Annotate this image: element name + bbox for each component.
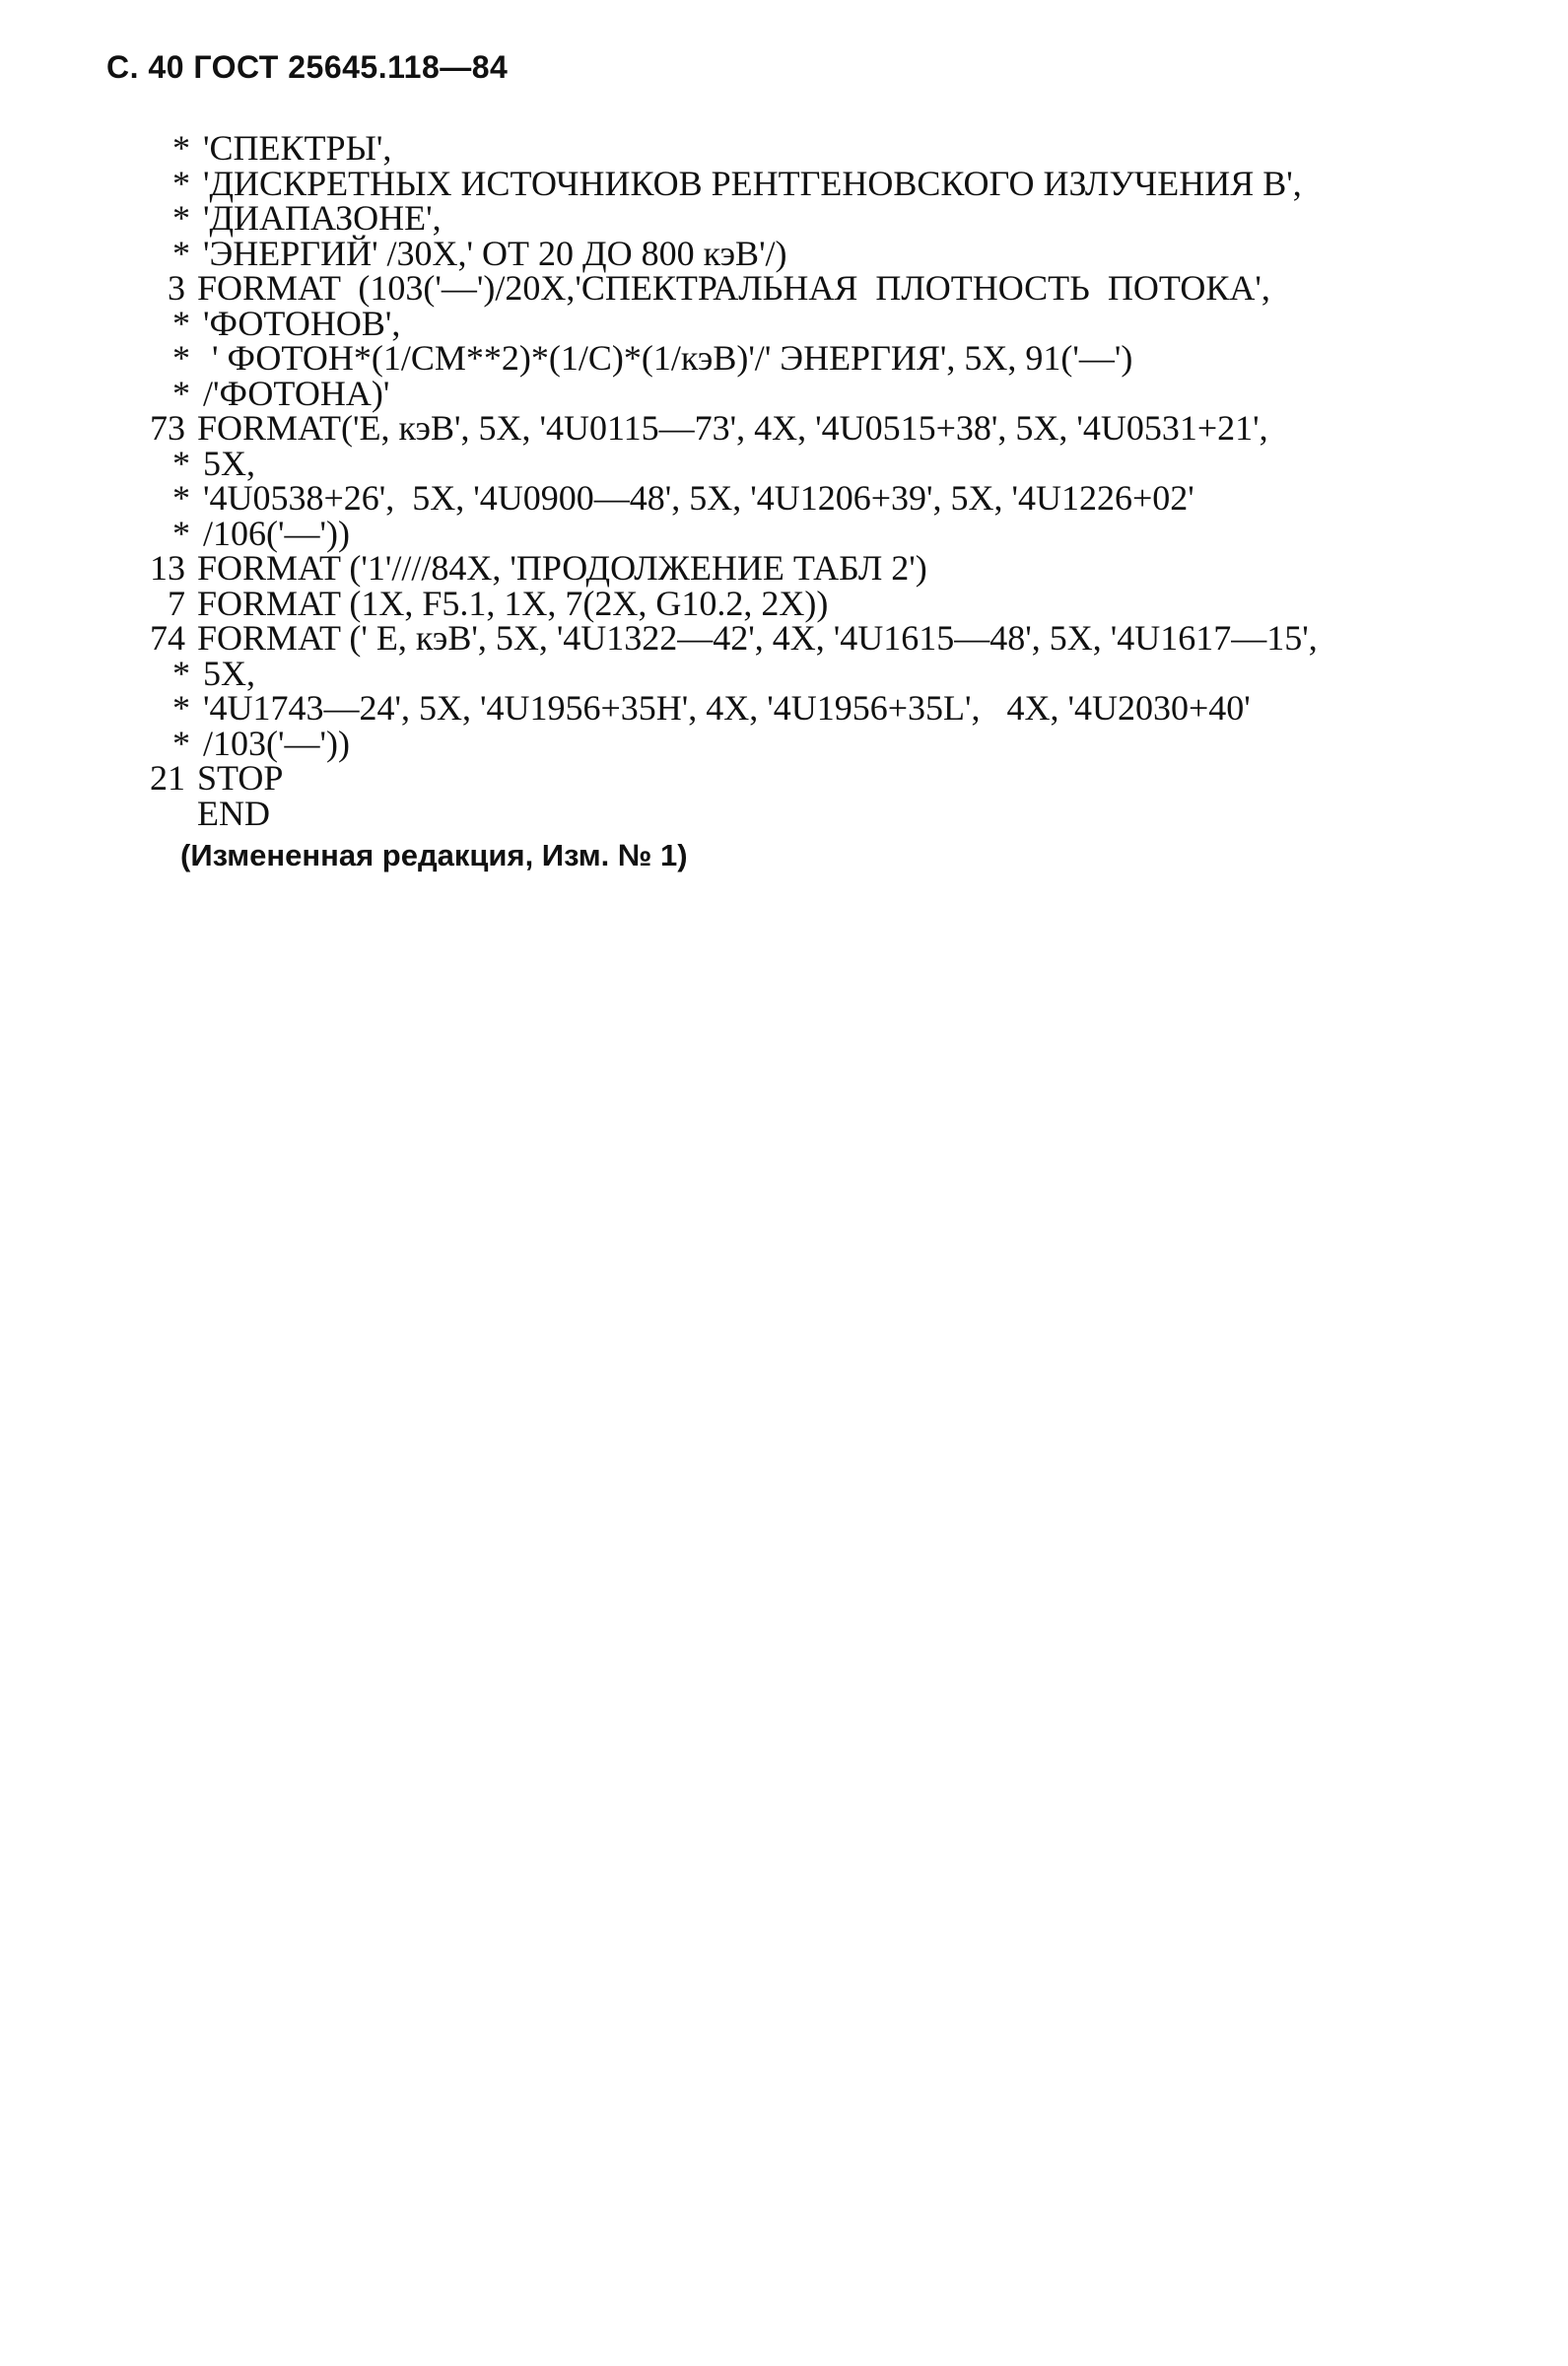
- code-text: FORMAT (1X, F5.1, 1X, 7(2X, G10.2, 2X)): [197, 583, 829, 623]
- code-text: /103('—')): [203, 723, 350, 763]
- page-header: С. 40 ГОСТ 25645.118—84: [106, 49, 509, 85]
- continuation-mark: *: [172, 198, 190, 238]
- continuation-mark: *: [172, 688, 190, 728]
- continuation-mark: *: [172, 128, 190, 168]
- code-text: 'ФОТОНОВ',: [203, 303, 401, 343]
- statement-label: 73: [150, 408, 185, 448]
- code-text: ' ФОТОН*(1/СМ**2)*(1/С)*(1/кэВ)'/' ЭНЕРГИЯ', 5X, 91('—'): [203, 338, 1133, 378]
- continuation-mark: *: [172, 338, 190, 378]
- statement-label: 7: [168, 583, 185, 623]
- code-line: [138, 198, 1439, 238]
- code-line: [138, 303, 1439, 343]
- statement-label: 21: [150, 758, 185, 798]
- code-line: [138, 373, 1439, 413]
- code-line: [138, 653, 1439, 693]
- code-text: FORMAT('E, кэВ', 5X, '4U0115—73', 4X, '4U0515+38', 5X, '4U0531+21',: [197, 408, 1268, 448]
- code-line: [138, 163, 1439, 203]
- fortran-code-listing: [138, 128, 1439, 833]
- code-text: FORMAT ('1'////84X, 'ПРОДОЛЖЕНИЕ ТАБЛ 2'): [197, 548, 927, 588]
- code-text: 'ДИСКРЕТНЫХ ИСТОЧНИКОВ РЕНТГЕНОВСКОГО ИЗЛУЧЕНИЯ В',: [203, 163, 1302, 203]
- code-line: [138, 128, 1439, 168]
- code-text: END: [197, 793, 270, 833]
- continuation-mark: *: [172, 163, 190, 203]
- code-line: [138, 443, 1439, 483]
- code-line: [138, 758, 1439, 798]
- statement-label: 74: [150, 618, 185, 658]
- continuation-mark: *: [172, 513, 190, 553]
- code-line: [138, 478, 1439, 518]
- code-text: 'ЭНЕРГИЙ' /30X,' ОТ 20 ДО 800 кэВ'/): [203, 233, 787, 273]
- code-line: [138, 793, 1439, 833]
- code-text: /'ФОТОНА)': [203, 373, 390, 413]
- statement-label: 13: [150, 548, 185, 588]
- code-line: [138, 618, 1439, 658]
- code-text: STOP: [197, 758, 284, 798]
- code-line: [138, 723, 1439, 763]
- continuation-mark: *: [172, 373, 190, 413]
- continuation-mark: *: [172, 653, 190, 693]
- code-text: 5X,: [203, 653, 255, 693]
- code-text: /106('—')): [203, 513, 350, 553]
- continuation-mark: *: [172, 303, 190, 343]
- code-line: [138, 548, 1439, 588]
- statement-label: 3: [168, 268, 185, 308]
- continuation-mark: *: [172, 723, 190, 763]
- code-line: [138, 233, 1439, 273]
- code-text: FORMAT (' E, кэВ', 5X, '4U1322—42', 4X, '4U1615—48', 5X, '4U1617—15',: [197, 618, 1318, 658]
- code-line: [138, 583, 1439, 623]
- code-text: 'СПЕКТРЫ',: [203, 128, 392, 168]
- code-line: [138, 688, 1439, 728]
- code-text: 'ДИАПАЗОНЕ',: [203, 198, 442, 238]
- code-line: [138, 513, 1439, 553]
- continuation-mark: *: [172, 443, 190, 483]
- code-line: [138, 408, 1439, 448]
- code-text: '4U1743—24', 5X, '4U1956+35H', 4X, '4U1956+35L', 4X, '4U2030+40': [203, 688, 1251, 728]
- code-text: FORMAT (103('—')/20X,'СПЕКТРАЛЬНАЯ ПЛОТНОСТЬ ПОТОКА',: [197, 268, 1270, 308]
- code-line: [138, 268, 1439, 308]
- code-line: [138, 338, 1439, 378]
- code-text: '4U0538+26', 5X, '4U0900—48', 5X, '4U1206+39', 5X, '4U1226+02': [203, 478, 1194, 518]
- continuation-mark: *: [172, 478, 190, 518]
- code-text: 5X,: [203, 443, 255, 483]
- revision-note: (Измененная редакция, Изм. № 1): [180, 838, 688, 872]
- continuation-mark: *: [172, 233, 190, 273]
